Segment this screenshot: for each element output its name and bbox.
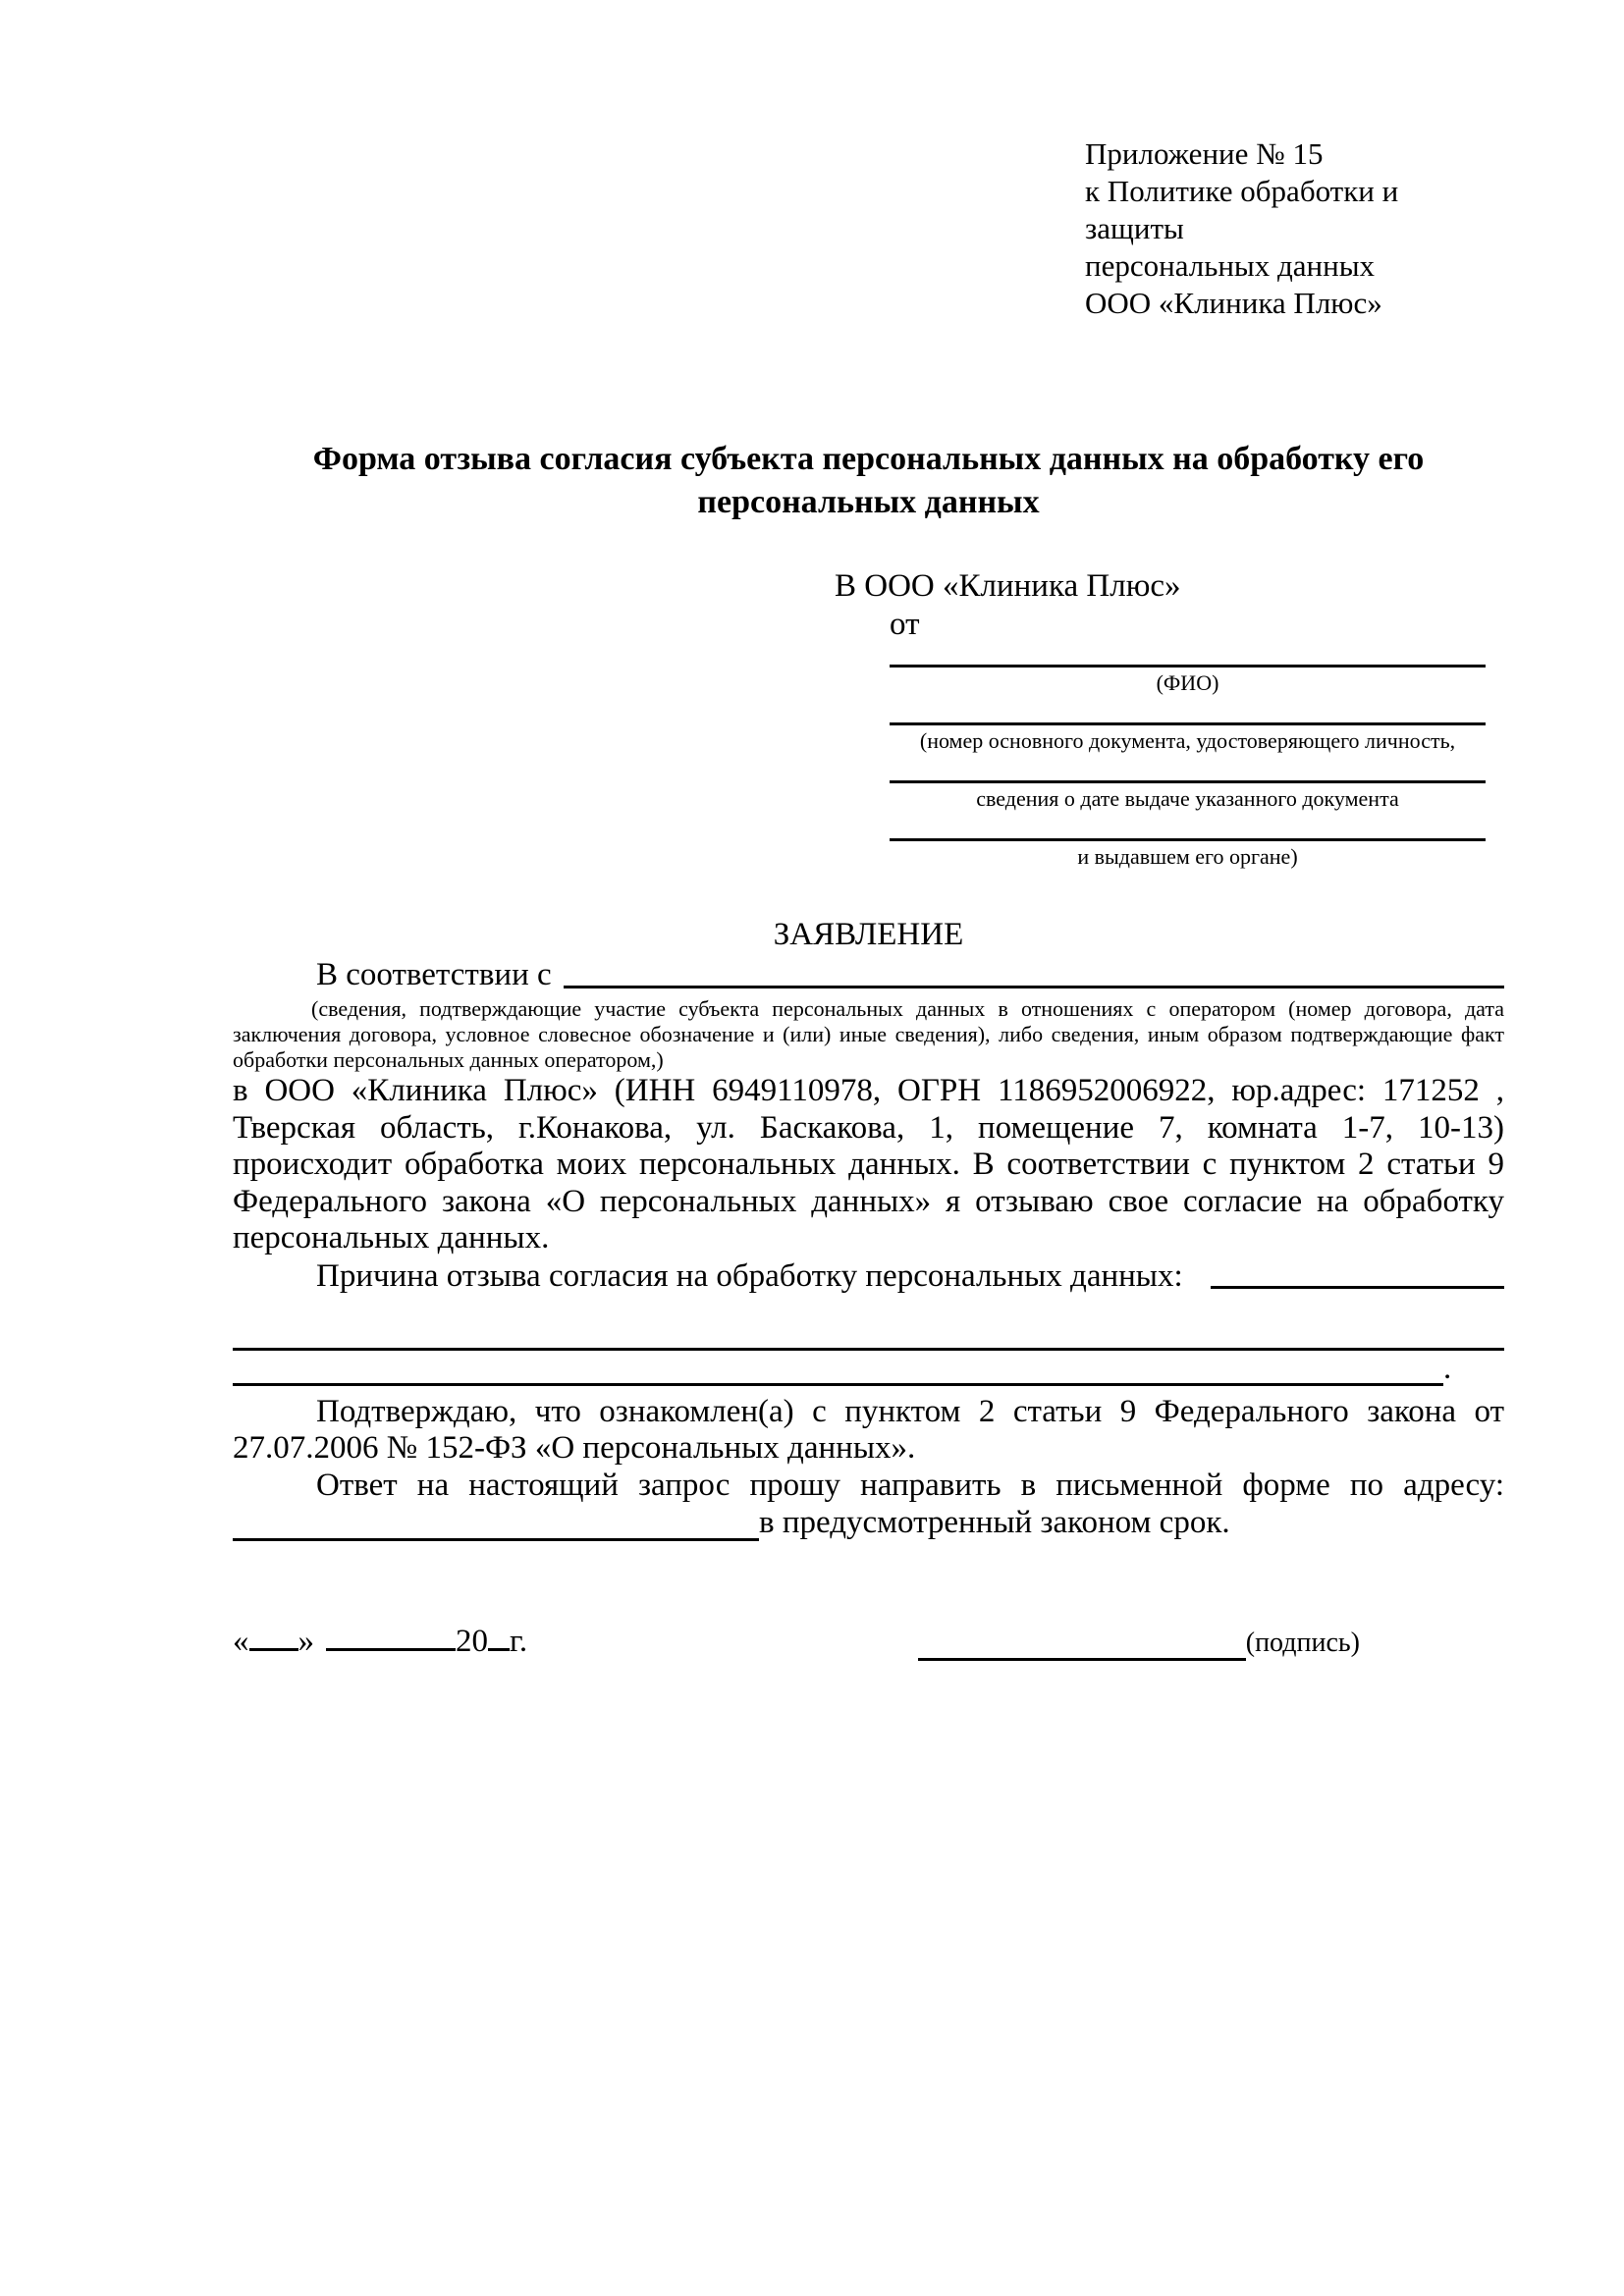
day-input-line [249,1626,298,1651]
reason-row [233,1257,1504,1295]
issue-date-field [890,758,1486,811]
issue-date-input-line [890,758,1486,783]
statement-heading: ЗАЯВЛЕНИЕ [773,917,964,952]
doc-number-caption: (номер основного документа, удостоверяющего личность, [919,728,1456,753]
issue-date-caption: сведения о дате выдаче указанного документа [976,786,1399,811]
reason-input-line [1211,1286,1504,1289]
reason-label: Причина отзыва согласия на обработку персональных данных: [316,1257,1183,1294]
issuer-caption: и выдавшем его органе) [1077,844,1298,869]
open-quote: « [233,1624,249,1659]
appendix-line: Приложение № 15 [1085,136,1324,171]
fio-input-line [890,642,1486,667]
fio-field [890,642,1486,695]
body-paragraph: в ООО «Клиника Плюс» (ИНН 6949110978, ОГРН 1186952006922, юр.адрес: 171252 , Тверская область, г.Конакова, ул. Баскакова, 1, помещение 7, комната 1-7, 10-13) происходит обработка моих персональных данных. В соответствии с пунктом 2 статьи 9 Федерального закона «О персональных данных» я отзываю свое согласие на обработку персональных данных. [233,1073,1504,1255]
date-field [233,1622,527,1661]
reason-input-row-3 [233,1351,1504,1386]
close-quote: » [298,1624,314,1659]
signature-line [918,1635,1246,1661]
signature-caption: (подпись) [1245,1628,1360,1658]
spacer [233,1295,1504,1318]
reason-input-line-3 [233,1357,1443,1386]
document-title: Форма отзыва согласия субъекта персональных данных на обработку его персональных данных [312,441,1425,520]
reply-tail-row [233,1504,1504,1541]
appendix-block [1085,0,1504,322]
appendix-line: к Политике обработки и защиты [1085,174,1399,245]
from-label: от [890,607,920,642]
period: . [1443,1350,1452,1386]
doc-number-input-line [890,700,1486,725]
addressee-block [835,565,1504,869]
recipient-line: В ООО «Клиника Плюс» [835,568,1181,604]
confirm-paragraph: Подтверждаю, что ознакомлен(а) с пунктом 2 статьи 9 Федерального закона от 27.07.2006 № 152-ФЗ «О персональных данных». [233,1393,1504,1466]
basis-caption: (сведения, подтверждающие участие субъекта персональных данных в отношениях с оператором (номер договора, дата заключения договора, условное словесное обозначение и (или) иные сведения), либо сведения, иным образом подтверждающие факт обработки персональных данных оператором,) [233,996,1504,1072]
reply-paragraph: Ответ на настоящий запрос прошу направить в письменной форме по адресу: [316,1467,1504,1503]
reason-input-line-2 [233,1318,1504,1351]
year-input-line [488,1626,510,1651]
signature-field [918,1626,1360,1661]
footer-row [233,1622,1504,1661]
issuer-field [890,816,1486,869]
doc-number-field [890,700,1486,753]
basis-label: В соответствии с [316,957,552,992]
appendix-line: ООО «Клиника Плюс» [1085,286,1382,320]
reply-tail-text: в предусмотренный законом срок. [759,1505,1230,1540]
address-input-line [233,1514,759,1541]
year-suffix: г. [510,1624,528,1659]
month-input-line [326,1626,456,1651]
basis-row [233,955,1504,994]
basis-input-line [564,986,1504,988]
fio-caption: (ФИО) [1156,670,1219,695]
year-prefix: 20 [456,1624,488,1659]
issuer-input-line [890,816,1486,841]
appendix-line: персональных данных [1085,248,1376,283]
